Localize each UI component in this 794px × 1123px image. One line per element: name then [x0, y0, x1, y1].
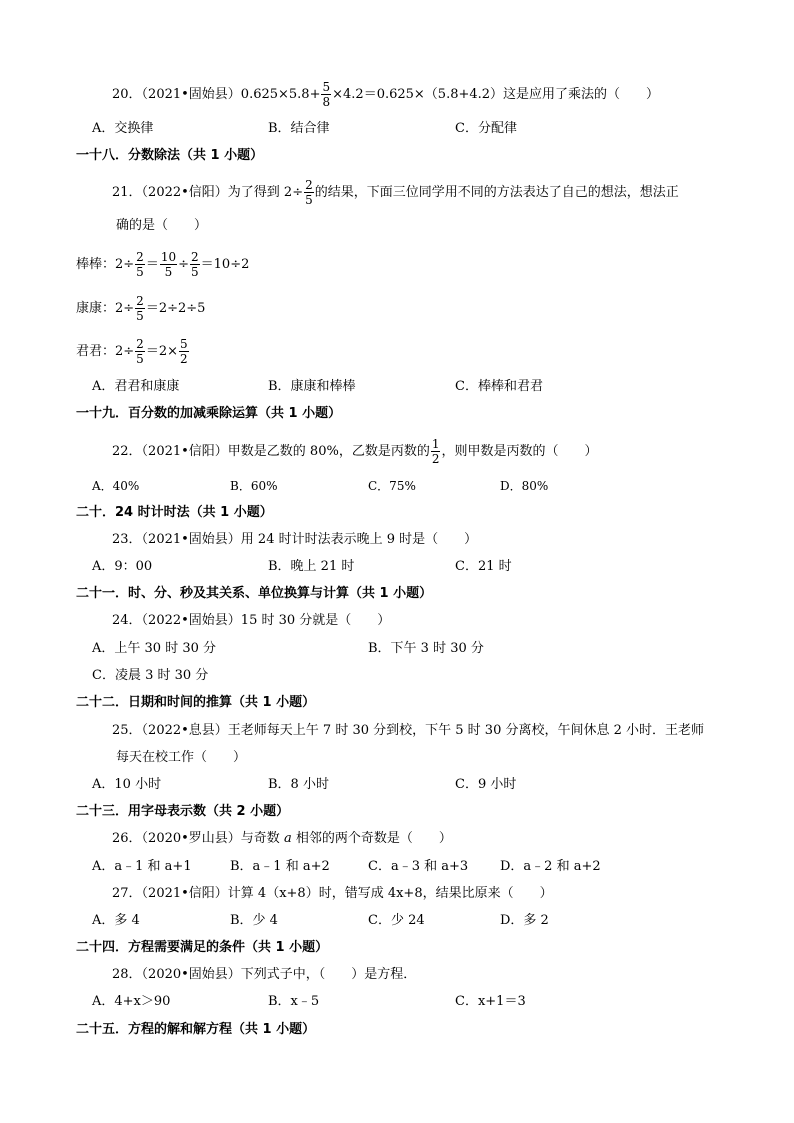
q21-option-b[interactable]: B．康康和棒棒 — [268, 379, 356, 394]
q28-option-b[interactable]: B．x﹣5 — [268, 994, 320, 1009]
q26-option-c[interactable]: C．a﹣3 和 a+3 — [368, 859, 469, 874]
q20-option-b[interactable]: B．结合律 — [268, 121, 330, 136]
q26-option-b[interactable]: B．a﹣1 和 a+2 — [230, 859, 330, 874]
q21-bangbang: 棒棒：2÷ $\frac{2}{5}$ ＝ $\frac{10}{5}$ ÷ $\frac{2}{5}$ ＝10÷2 — [76, 250, 250, 279]
q21-kangkang: 康康：2÷ $\frac{2}{5}$ ＝2÷2÷5 — [76, 294, 206, 323]
q22-fraction: $\frac{1}{2}$ — [431, 437, 440, 466]
q28-stem: 28．（2020•固始县）下列式子中，（ ）是方程． — [112, 967, 417, 982]
bangbang-frac-2: $\frac{10}{5}$ — [160, 250, 177, 279]
q23-option-a[interactable]: A．9：00 — [92, 559, 153, 574]
section-heading-25: 二十五．方程的解和解方程（共 1 小题） — [76, 1022, 316, 1037]
q27-option-d[interactable]: D．多 2 — [500, 913, 549, 928]
q20-stem: 20．（2021•固始县）0.625×5.8+ $\frac{5}{8}$ ×4.2＝0.625×（5.8+4.2）这是应用了乘法的（ ） — [112, 80, 660, 109]
q25-option-c[interactable]: C．9 小时 — [455, 777, 517, 792]
q26-option-d[interactable]: D．a﹣2 和 a+2 — [500, 859, 601, 874]
q21-option-a[interactable]: A．君君和康康 — [92, 379, 180, 394]
q25-option-a[interactable]: A．10 小时 — [92, 777, 162, 792]
q24-option-c[interactable]: C．凌晨 3 时 30 分 — [92, 668, 209, 683]
q22-stem: 22．（2021•信阳）甲数是乙数的 80%，乙数是丙数的 $\frac{1}{2}$ ，则甲数是丙数的（ ） — [112, 437, 598, 466]
q25-stem-cont: 每天在校工作（ ） — [116, 750, 247, 765]
q23-option-c[interactable]: C．21 时 — [455, 559, 512, 574]
q21-stem-cont: 确的是（ ） — [116, 218, 208, 233]
q21-option-c[interactable]: C．棒棒和君君 — [455, 379, 543, 394]
q28-option-a[interactable]: A．4+x＞90 — [92, 994, 171, 1009]
section-heading-23: 二十三．用字母表示数（共 2 小题） — [76, 804, 290, 819]
section-heading-24: 二十四．方程需要满足的条件（共 1 小题） — [76, 940, 329, 955]
q22-option-a[interactable]: A．40% — [92, 479, 140, 493]
q22-option-b[interactable]: B．60% — [230, 479, 278, 493]
q24-option-a[interactable]: A．上午 30 时 30 分 — [92, 641, 217, 656]
q26-option-a[interactable]: A．a﹣1 和 a+1 — [92, 859, 192, 874]
q27-option-c[interactable]: C．少 24 — [368, 913, 425, 928]
kangkang-frac: $\frac{2}{5}$ — [136, 294, 144, 323]
junjun-frac-1: $\frac{2}{5}$ — [136, 337, 144, 366]
q22-option-c[interactable]: C．75% — [368, 479, 416, 493]
bangbang-frac-3: $\frac{2}{5}$ — [191, 250, 199, 279]
section-heading-19: 一十九．百分数的加减乘除运算（共 1 小题） — [76, 406, 342, 421]
section-heading-21: 二十一．时、分、秒及其关系、单位换算与计算（共 1 小题） — [76, 586, 433, 601]
q28-option-c[interactable]: C．x+1＝3 — [455, 994, 526, 1009]
q27-option-b[interactable]: B．少 4 — [230, 913, 278, 928]
q24-stem: 24．（2022•固始县）15 时 30 分就是（ ） — [112, 613, 391, 628]
q20-option-c[interactable]: C．分配律 — [455, 121, 517, 136]
section-heading-20: 二十．24 时计时法（共 1 小题） — [76, 505, 273, 520]
q21-junjun: 君君：2÷ $\frac{2}{5}$ ＝2× $\frac{5}{2}$ — [76, 337, 188, 366]
q21-stem: 21．（2022•信阳）为了得到 2÷ $\frac{2}{5}$ 的结果，下面三位同学用不同的方法表达了自己的想法，想法正 — [112, 178, 679, 207]
q23-option-b[interactable]: B．晚上 21 时 — [268, 559, 355, 574]
q25-option-b[interactable]: B．8 小时 — [268, 777, 329, 792]
q20-option-a[interactable]: A．交换律 — [92, 121, 154, 136]
q27-option-a[interactable]: A．多 4 — [92, 913, 140, 928]
section-heading-22: 二十二．日期和时间的推算（共 1 小题） — [76, 695, 316, 710]
q20-fraction: $\frac{5}{8}$ — [322, 80, 331, 109]
q24-option-b[interactable]: B．下午 3 时 30 分 — [368, 641, 484, 656]
section-heading-18: 一十八．分数除法（共 1 小题） — [76, 148, 264, 163]
q23-stem: 23．（2021•固始县）用 24 时计时法表示晚上 9 时是（ ） — [112, 532, 478, 547]
bangbang-frac-1: $\frac{2}{5}$ — [136, 250, 144, 279]
q25-stem: 25．（2022•息县）王老师每天上午 7 时 30 分到校，下午 5 时 30 分离校，午间休息 2 小时．王老师 — [112, 723, 705, 738]
q27-stem: 27．（2021•信阳）计算 4（x+8）时，错写成 4x+8，结果比原来（ ） — [112, 886, 553, 901]
q22-option-d[interactable]: D．80% — [500, 479, 549, 493]
q21-fraction: $\frac{2}{5}$ — [305, 178, 313, 207]
junjun-frac-2: $\frac{5}{2}$ — [179, 337, 188, 366]
q26-stem: 26．（2020•罗山县）与奇数 a 相邻的两个奇数是（ ） — [112, 831, 452, 846]
